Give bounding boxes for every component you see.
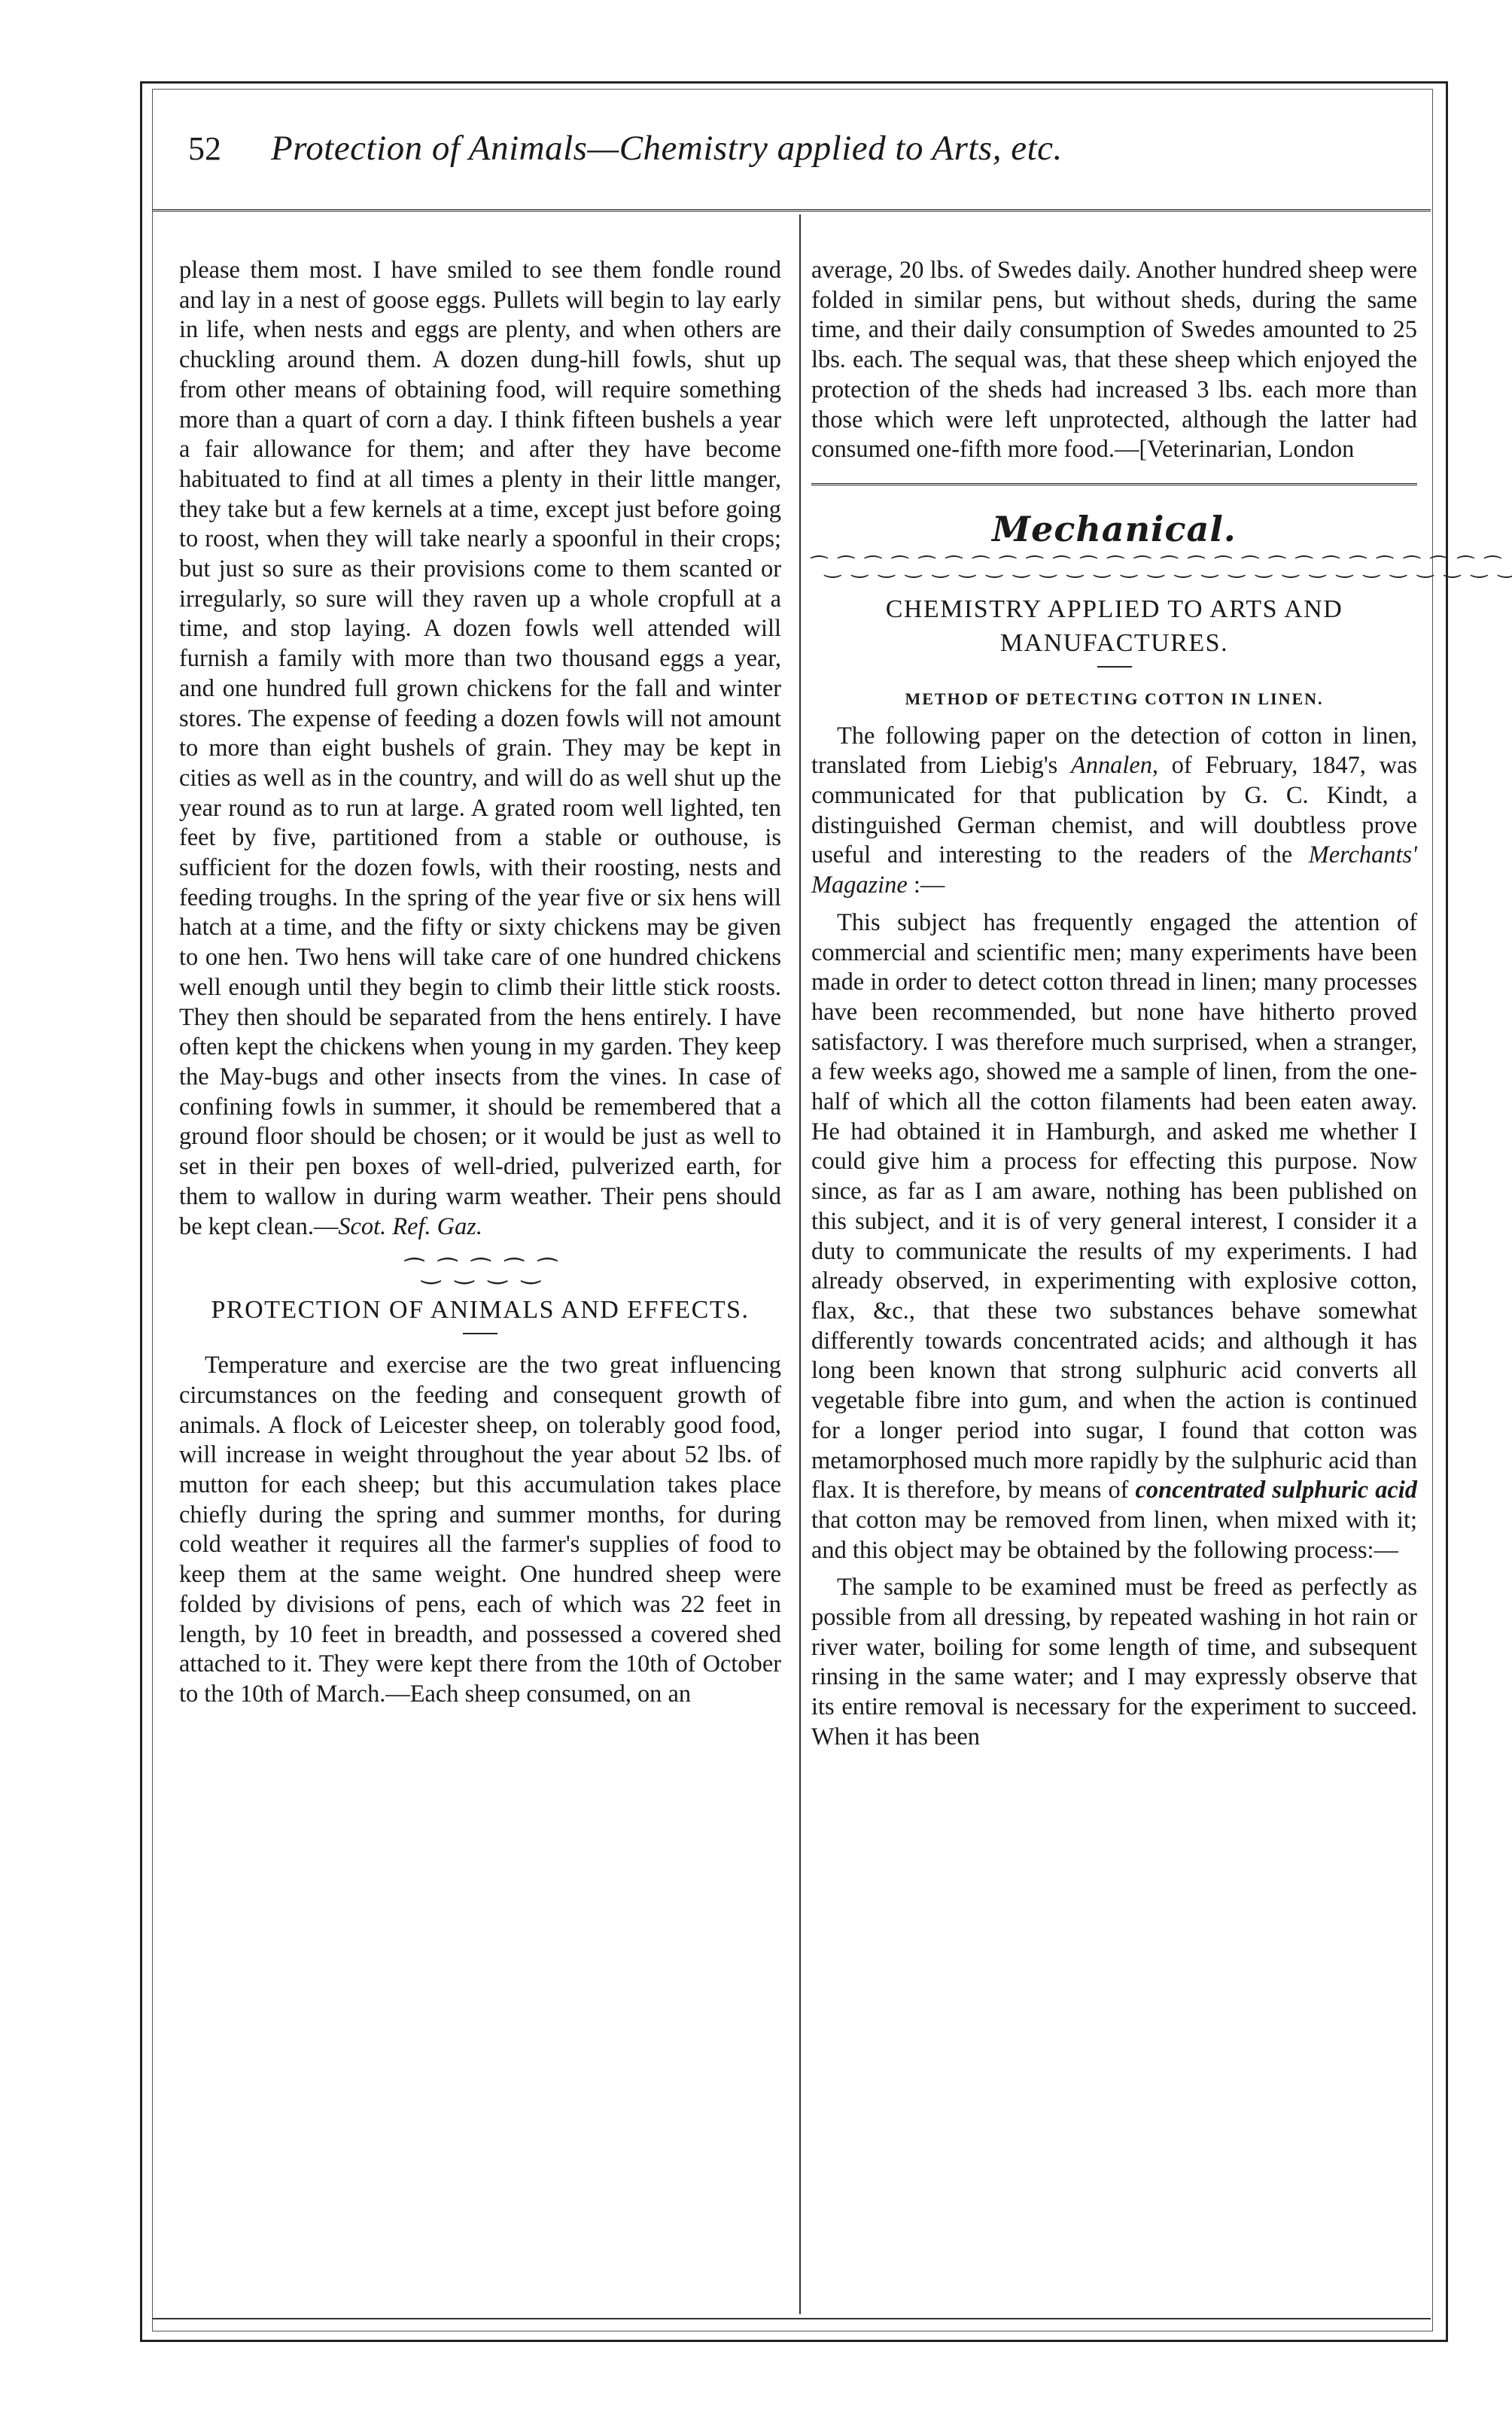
right-column [811, 256, 1512, 1753]
intro-lead: The following paper on the detection of cotton in linen, translated from Liebig's [811, 722, 1417, 780]
chemistry-article-title: CHEMISTRY APPLIED TO ARTS AND MANUFACTURES. [885, 595, 1343, 657]
para1-text: This subject has frequently engaged the attention of commercial and scientific men; many experiments have been made in order to detect cotton thread in linen; many processes have been recommended, but none have hitherto proved satisfactory. I was therefore much surprised, when a stranger, a few weeks ago, showed me a sample of linen, from the one-half of which all the cotton filaments had been eaten away. He had obtained it in Hamburgh, and asked me whether I could give him a process for effecting this purpose. Now since, as far as I am aware, nothing has been published on this subject, and it is of very general interest, I consider it a duty to communicate the results of my experiments. I had already observed, in experimenting with explosive cotton, flax, &c., that these two substances behave somewhat differently towards concentrated acids; and although it has long been known that strong sulphuric acid converts all vegetable fibre into gum, and when the action is continued for a longer period into sugar, I found that cotton was metamorphosed much more rapidly by the sulphuric acid than flax. It is therefore, by means of [811, 908, 1417, 1504]
para1-end: that cotton may be removed from linen, when mixed with it; and this object may be obtained by the following process:— [811, 1506, 1417, 1564]
wave-rule: ⁀‿⁀‿⁀‿⁀‿⁀‿⁀‿⁀‿⁀‿⁀‿⁀‿⁀‿⁀‿⁀‿⁀‿⁀‿⁀‿⁀‿⁀‿⁀‿⁀‿⁀‿⁀‿⁀‿⁀‿⁀‿⁀‿ [811, 555, 1512, 578]
page-number: 52 [188, 130, 221, 167]
header-rule [153, 209, 1431, 211]
cotton-method-subtitle: METHOD OF DETECTING COTTON IN LINEN. [905, 689, 1324, 708]
column-divider [799, 214, 801, 2314]
intro-end: :— [907, 871, 945, 899]
protection-section-text: Temperature and exercise are the two great influencing circumstances on the feeding and consequent growth of animals. A flock of Leicester sheep, on tolerably good food, will increase in weight throughout the year about 52 lbs. of mutton for each sheep; but this accumulation takes place chiefly during the spring and summer months, for during cold weather it requires all the farmer's supplies of food to keep them at the same weight. One hundred sheep were folded by divisions of pens, each of which was 22 feet in length, by 10 feet in breadth, and possessed a covered shed attached to it. They were kept there from the 10th of October to the 10th of March.—Each sheep consumed, on an [179, 1352, 781, 1708]
intro-journal: Annalen [1070, 752, 1152, 780]
poultry-text-body: please them most. I have smiled to see them fondle round and lay in a nest of goose eggs. Pullets will begin to lay early in life, when nests and eggs are plenty, and when others are chuckling around them. A dozen dung-hill fowls, shut up from other means of obtaining food, will require something more than a quart of corn a day. I think fifteen bushels a year a fair allowance for them; and after they have become habituated to find at all times a plenty in their little manger, they take but a few kernels at a time, except just before going to roost, when they will take nearly a spoonful in their crops; but just so sure as their provisions come to them scanted or irregularly, so sure will they raven up a whole cropfull at a time, and stop laying. A dozen fowls well attended will furnish a family with more than two thousand eggs a year, and one hundred full grown chickens for the fall and winter stores. The expense of feeding a dozen fowls will not amount to more than eight bushels of grain. They may be kept in cities as well as in the country, and will do as well shut up the year round as to run at large. A grated room well lighted, ten feet by five, partitioned from a stable or outhouse, is sufficient for the dozen fowls, with their roosting, nests and feeding troughs. In the spring of the year five or six hens will hatch at a time, and the fifty or sixty chickens may be given to one hen. Two hens will take care of one hundred chickens well enough until they begin to climb their little stick roosts. They then should be separated from the hens entirely. I have often kept the chickens when young in my garden. They keep the May-bugs and other insects from the vines. In case of confining fowls in summer, it should be remembered that a ground floor should be chosen; or it would be just as well to set in their pen boxes of well-dried, pulverized earth, for them to wallow in during warm weather. Their pens should be kept clean.— [179, 257, 781, 1240]
method-paragraph-1 [811, 908, 1417, 1565]
intro-mid: , of February, 1847, was communicated for that publication by G. C. Kindt, a distinguished German chemist, and will doubtless prove useful and interesting to the readers of the [811, 752, 1417, 869]
poultry-source: Scot. Ref. Gaz. [338, 1212, 482, 1240]
intro-paragraph [811, 722, 1417, 901]
sheep-continued-text: average, 20 lbs. of Swedes daily. Another hundred sheep were folded in similar pens, but without sheds, during the same time, and their daily consumption of Swedes amounted to 25 lbs. each. The sequal was, that these sheep which enjoyed the protection of the sheds had increased 3 lbs. each more than those which were left unprotected, although the latter had consumed one-fifth more food.—[Veterinarian, London [811, 257, 1417, 464]
protection-section-title: PROTECTION OF ANIMALS AND EFFECTS. [211, 1296, 750, 1325]
page-header [188, 128, 1430, 181]
para1-italic: concentrated sulphuric acid [1135, 1477, 1417, 1504]
intro-magazine: Merchants' Magazine [811, 841, 1417, 899]
method-paragraph-2: The sample to be examined must be freed as perfectly as possible from all dressing, by repeated washing in hot rain or river water, boiling for some length of time, and subsequent rinsing in the same water; and I may expressly observe that its entire removal is necessary for the experiment to succeed. When it has been [811, 1574, 1417, 1750]
poultry-article-text [179, 256, 781, 1242]
left-column [179, 256, 781, 1710]
footer-rule [153, 2318, 1431, 2319]
mechanical-department-title: Mechanical. [992, 508, 1237, 549]
title-dash [463, 1333, 497, 1334]
running-title: Protection of Animals—Chemistry applied to Arts, etc. [271, 129, 1063, 168]
title-dash-right [1097, 666, 1132, 668]
section-ornament: ⁀‿⁀‿⁀‿⁀‿⁀ [405, 1259, 555, 1285]
department-rule [811, 483, 1417, 485]
